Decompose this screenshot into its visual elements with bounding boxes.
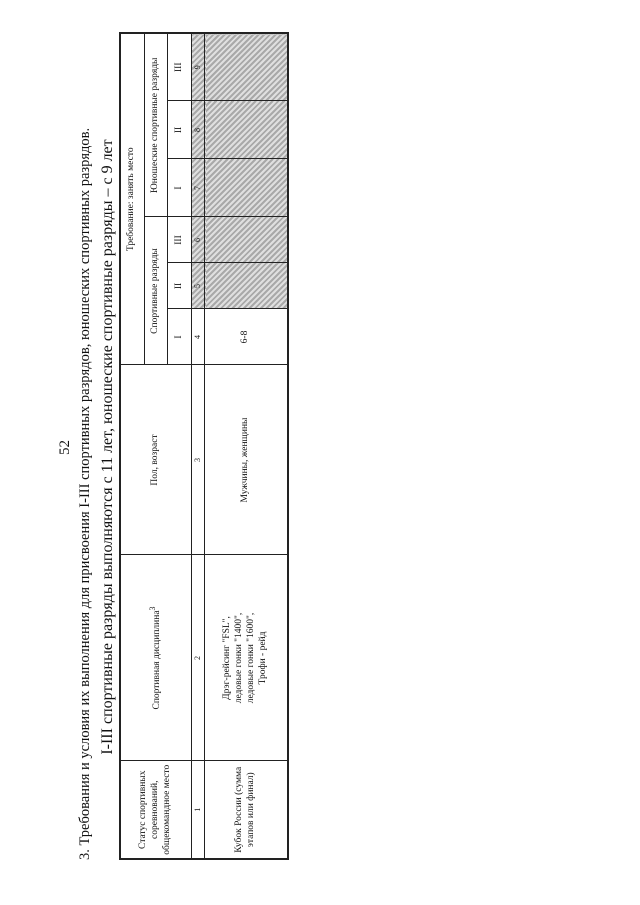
discipline-line: Дрэг-рейсинг "FSL", — [222, 616, 233, 700]
header-status: Статус спортивных соревнований, общекомандное место — [120, 761, 192, 859]
discipline-line: ледовые гонки "1600", — [246, 612, 256, 704]
discipline-footnote-mark: 3 — [147, 606, 157, 611]
shaded-cell — [205, 33, 289, 101]
header-row-1 — [120, 33, 144, 859]
table-caption: I-III спортивные разряды выполняются с 11 лет, юношеские спортивные разряды – с 9 лет — [99, 139, 116, 755]
header-requirement: Требование: занять место — [120, 33, 144, 365]
col-num-2: 2 — [192, 555, 205, 761]
row-discipline — [205, 555, 289, 761]
col-num-6: 6 — [192, 217, 205, 263]
column-number-row — [192, 33, 205, 859]
page-number: 52 — [57, 440, 73, 455]
col-num-5: 5 — [192, 263, 205, 309]
row-rank-i-place: 6-8 — [205, 309, 289, 365]
discipline-line: Трофи - рейд — [257, 631, 268, 685]
header-gender-age: Пол, возраст — [120, 365, 192, 555]
col-num-1: 1 — [192, 761, 205, 859]
requirements-table — [119, 32, 289, 860]
rotated-page — [55, 34, 295, 860]
col-num-7: 7 — [192, 159, 205, 217]
table-row — [205, 33, 289, 859]
header-youth-ranks: Юношеские спортивные разряды — [144, 33, 168, 217]
col-num-3: 3 — [192, 365, 205, 555]
row-status: Кубок России (сумма этапов или финал) — [205, 761, 289, 859]
header-rank-iii: III — [168, 217, 192, 263]
header-rank-ii: II — [168, 263, 192, 309]
row-gender-age: Мужчины, женщины — [205, 365, 289, 555]
col-num-8: 8 — [192, 101, 205, 159]
shaded-cell — [205, 217, 289, 263]
col-num-4: 4 — [192, 309, 205, 365]
col-num-9: 9 — [192, 33, 205, 101]
discipline-line: ледовые гонки "1400", — [234, 612, 245, 704]
header-youth-iii: III — [168, 33, 192, 101]
header-youth-i: I — [168, 159, 192, 217]
shaded-cell — [205, 101, 289, 159]
header-sport-ranks: Спортивные разряды — [144, 217, 168, 365]
header-rank-i: I — [168, 309, 192, 365]
section-heading: 3. Требования и условия их выполнения для присвоения I-III спортивных разрядов, юношеских спортивных разрядов. — [77, 127, 93, 860]
header-youth-ii: II — [168, 101, 192, 159]
header-discipline: Спортивная дисциплина$^3$ — [120, 555, 192, 761]
shaded-cell — [205, 263, 289, 309]
shaded-cell — [205, 159, 289, 217]
